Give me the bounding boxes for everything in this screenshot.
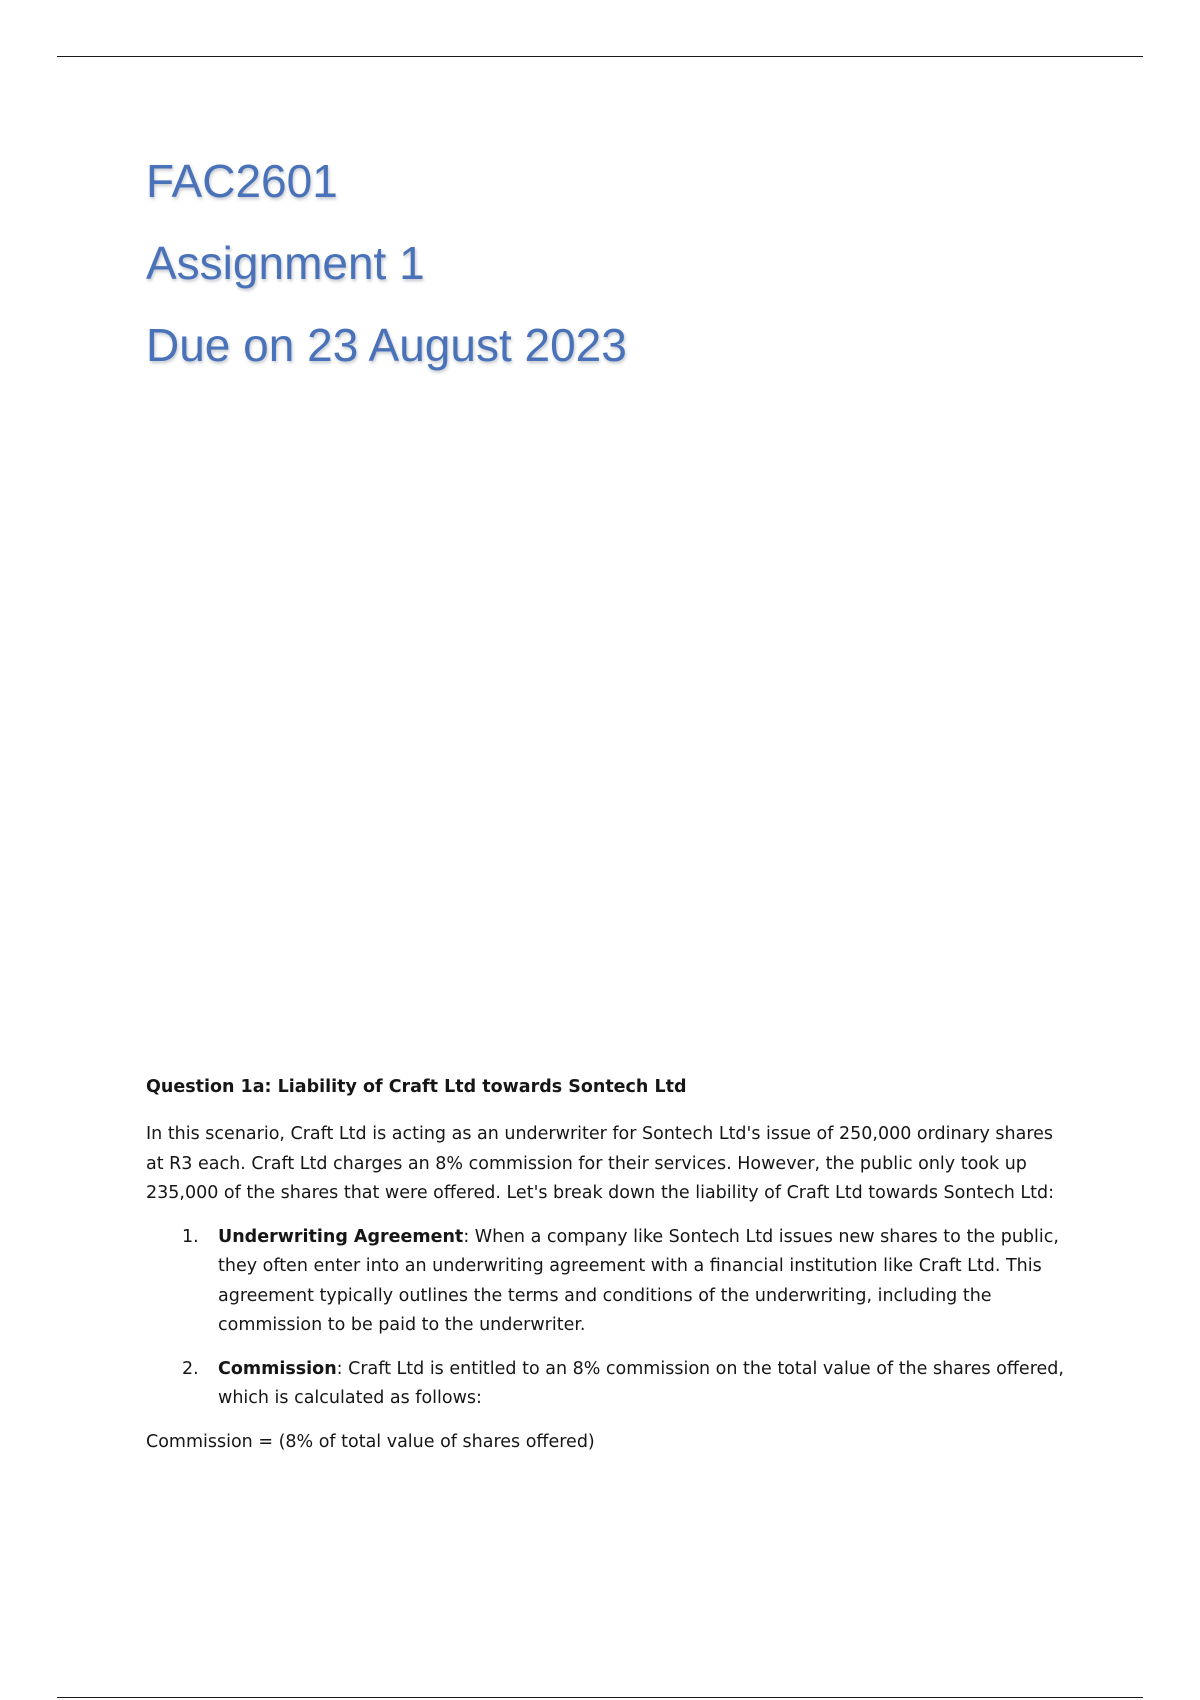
title-block	[146, 140, 627, 386]
commission-formula: Commission = (8% of total value of shares offered)	[146, 1431, 595, 1452]
due-date: Due on 23 August 2023	[146, 319, 627, 371]
question-heading: Question 1a: Liability of Craft Ltd towards Sontech Ltd	[146, 1077, 687, 1097]
assignment-title: Assignment 1	[146, 237, 425, 289]
numbered-list	[146, 1223, 1066, 1414]
list-item-number: 1.	[182, 1226, 199, 1247]
course-code: FAC2601	[146, 155, 338, 207]
list-item-term: Underwriting Agreement	[218, 1226, 464, 1247]
bottom-rule	[57, 1697, 1143, 1698]
list-item-term: Commission	[218, 1358, 337, 1379]
list-item-text: : Craft Ltd is entitled to an 8% commission on the total value of the shares offered, which is calculated as follows:	[218, 1358, 1064, 1408]
top-rule	[57, 56, 1143, 57]
list-item-text: : When a company like Sontech Ltd issues new shares to the public, they often enter into an underwriting agreement with a financial institution like Craft Ltd. This agreement typically outlines the terms and conditions of the underwriting, including the commission to be paid to the underwriter.	[218, 1226, 1059, 1335]
list-item-number: 2.	[182, 1358, 199, 1379]
list-item	[146, 1355, 1066, 1414]
question-section	[146, 1072, 1066, 1457]
question-intro: In this scenario, Craft Ltd is acting as an underwriter for Sontech Ltd's issue of 250,000 ordinary shares at R3 each. Craft Ltd charges an 8% commission for their services. However, the public only took up 235,000 of the shares that were offered. Let's break down the liability of Craft Ltd towards Sontech Ltd:	[146, 1124, 1054, 1203]
list-item	[146, 1223, 1066, 1341]
